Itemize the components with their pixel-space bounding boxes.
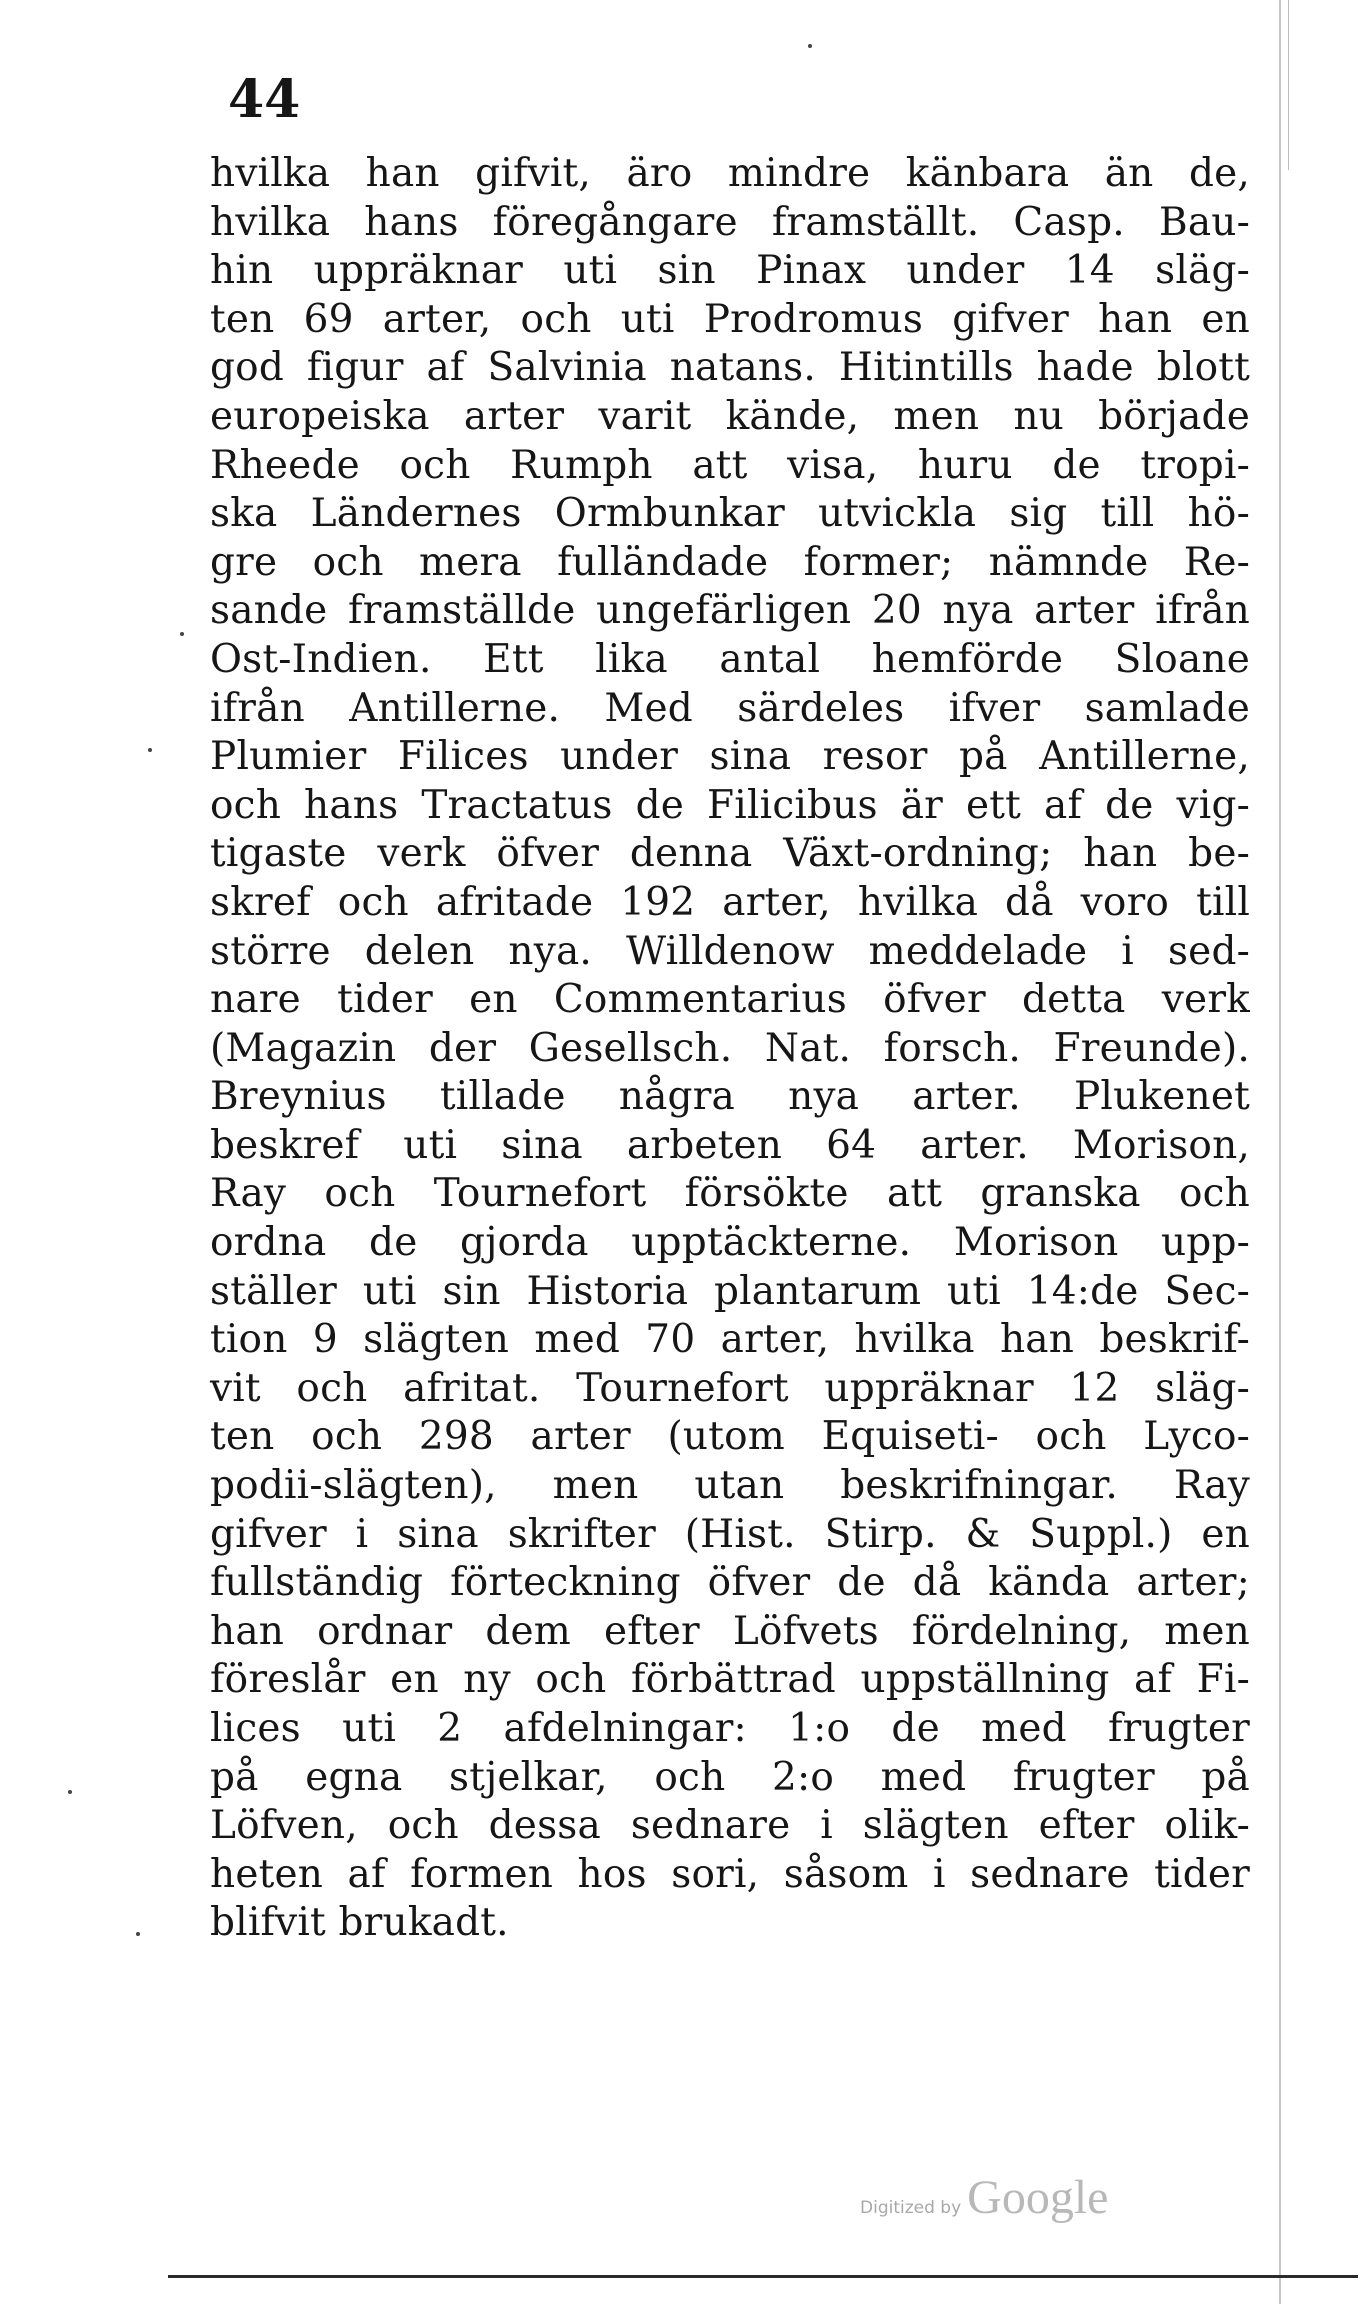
text-line: beskref uti sina arbeten 64 arter. Morison, <box>210 1122 1250 1168</box>
text-line: europeiska arter varit kände, men nu började <box>210 393 1250 439</box>
scan-speck <box>68 1790 72 1794</box>
text-line: skref och afritade 192 arter, hvilka då voro till <box>210 879 1250 925</box>
text-line: på egna stjelkar, och 2:o med frugter på <box>210 1754 1250 1800</box>
text-line: fullständig förteckning öfver de då kända arter; <box>210 1560 1250 1606</box>
text-line: Plumier Filices under sina resor på Antillerne, <box>210 734 1250 780</box>
body-text <box>210 150 1250 1948</box>
text-line: större delen nya. Willdenow meddelade i sed- <box>210 928 1250 974</box>
scan-right-edge-line-upper <box>1288 0 1289 170</box>
text-line: god figur af Salvinia natans. Hitintills hade blott <box>210 345 1250 391</box>
text-line: Ost-Indien. Ett lika antal hemförde Sloane <box>210 636 1250 682</box>
text-line: vit och afritat. Tournefort uppräknar 12 släg- <box>210 1365 1250 1411</box>
text-line: ska Ländernes Ormbunkar utvickla sig till hö- <box>210 491 1250 537</box>
text-line: podii-slägten), men utan beskrifningar. Ray <box>210 1463 1250 1509</box>
scan-speck <box>136 1932 140 1936</box>
text-line: lices uti 2 afdelningar: 1:o de med frugter <box>210 1706 1250 1751</box>
text-line: tigaste verk öfver denna Växt-ordning; han be- <box>210 831 1250 877</box>
scan-speck <box>180 632 184 636</box>
text-line: (Magazin der Gesellsch. Nat. forsch. Freunde). <box>210 1025 1250 1071</box>
text-line: ten 69 arter, och uti Prodromus gifver han en <box>210 296 1250 342</box>
text-line: gifver i sina skrifter (Hist. Stirp. & Suppl.) en <box>210 1511 1250 1557</box>
scan-speck <box>148 748 152 752</box>
text-line: sande framställde ungefärligen 20 nya arter ifrån <box>210 588 1250 634</box>
text-line: hin uppräknar uti sin Pinax under 14 släg- <box>210 248 1250 294</box>
text-line: Ray och Tournefort försökte att granska och <box>210 1171 1250 1217</box>
scan-bottom-edge-line <box>168 2275 1358 2278</box>
text-line: blifvit brukadt. <box>210 1900 509 1946</box>
text-line: gre och mera fulländade former; nämnde Re- <box>210 539 1250 585</box>
text-line: tion 9 slägten med 70 arter, hvilka han beskrif- <box>210 1317 1250 1363</box>
text-line: hvilka hans föregångare framställt. Casp. Bau- <box>210 199 1250 245</box>
text-line: han ordnar dem efter Löfvets fördelning, men <box>210 1608 1250 1654</box>
digitized-by-google-watermark <box>860 2170 1108 2225</box>
text-line: ordna de gjorda upptäckterne. Morison upp- <box>210 1220 1250 1266</box>
watermark-prefix: Digitized by <box>860 2198 962 2218</box>
text-line: hvilka han gifvit, äro mindre känbara än de, <box>210 151 1250 196</box>
text-line: och hans Tractatus de Filicibus är ett af de vig- <box>210 782 1250 828</box>
text-line: nare tider en Commentarius öfver detta verk <box>210 977 1250 1023</box>
google-logo: Google <box>967 2171 1109 2224</box>
text-line: ten och 298 arter (utom Equiseti- och Lyco- <box>210 1414 1250 1460</box>
text-line: föreslår en ny och förbättrad uppställning af Fi- <box>210 1657 1250 1703</box>
text-line: ifrån Antillerne. Med särdeles ifver samlade <box>210 685 1250 731</box>
text-line: heten af formen hos sori, såsom i sednare tider <box>210 1851 1250 1897</box>
text-line: Löfven, och dessa sednare i slägten efter olik- <box>210 1803 1250 1849</box>
scan-right-edge-line <box>1279 0 1281 2304</box>
text-line: Breynius tillade några nya arter. Plukenet <box>210 1074 1250 1120</box>
text-line: Rheede och Rumph att visa, huru de tropi- <box>210 442 1250 488</box>
scan-speck <box>808 44 812 48</box>
page-number: 44 <box>228 69 301 130</box>
text-line: ställer uti sin Historia plantarum uti 14:de Sec- <box>210 1268 1250 1314</box>
